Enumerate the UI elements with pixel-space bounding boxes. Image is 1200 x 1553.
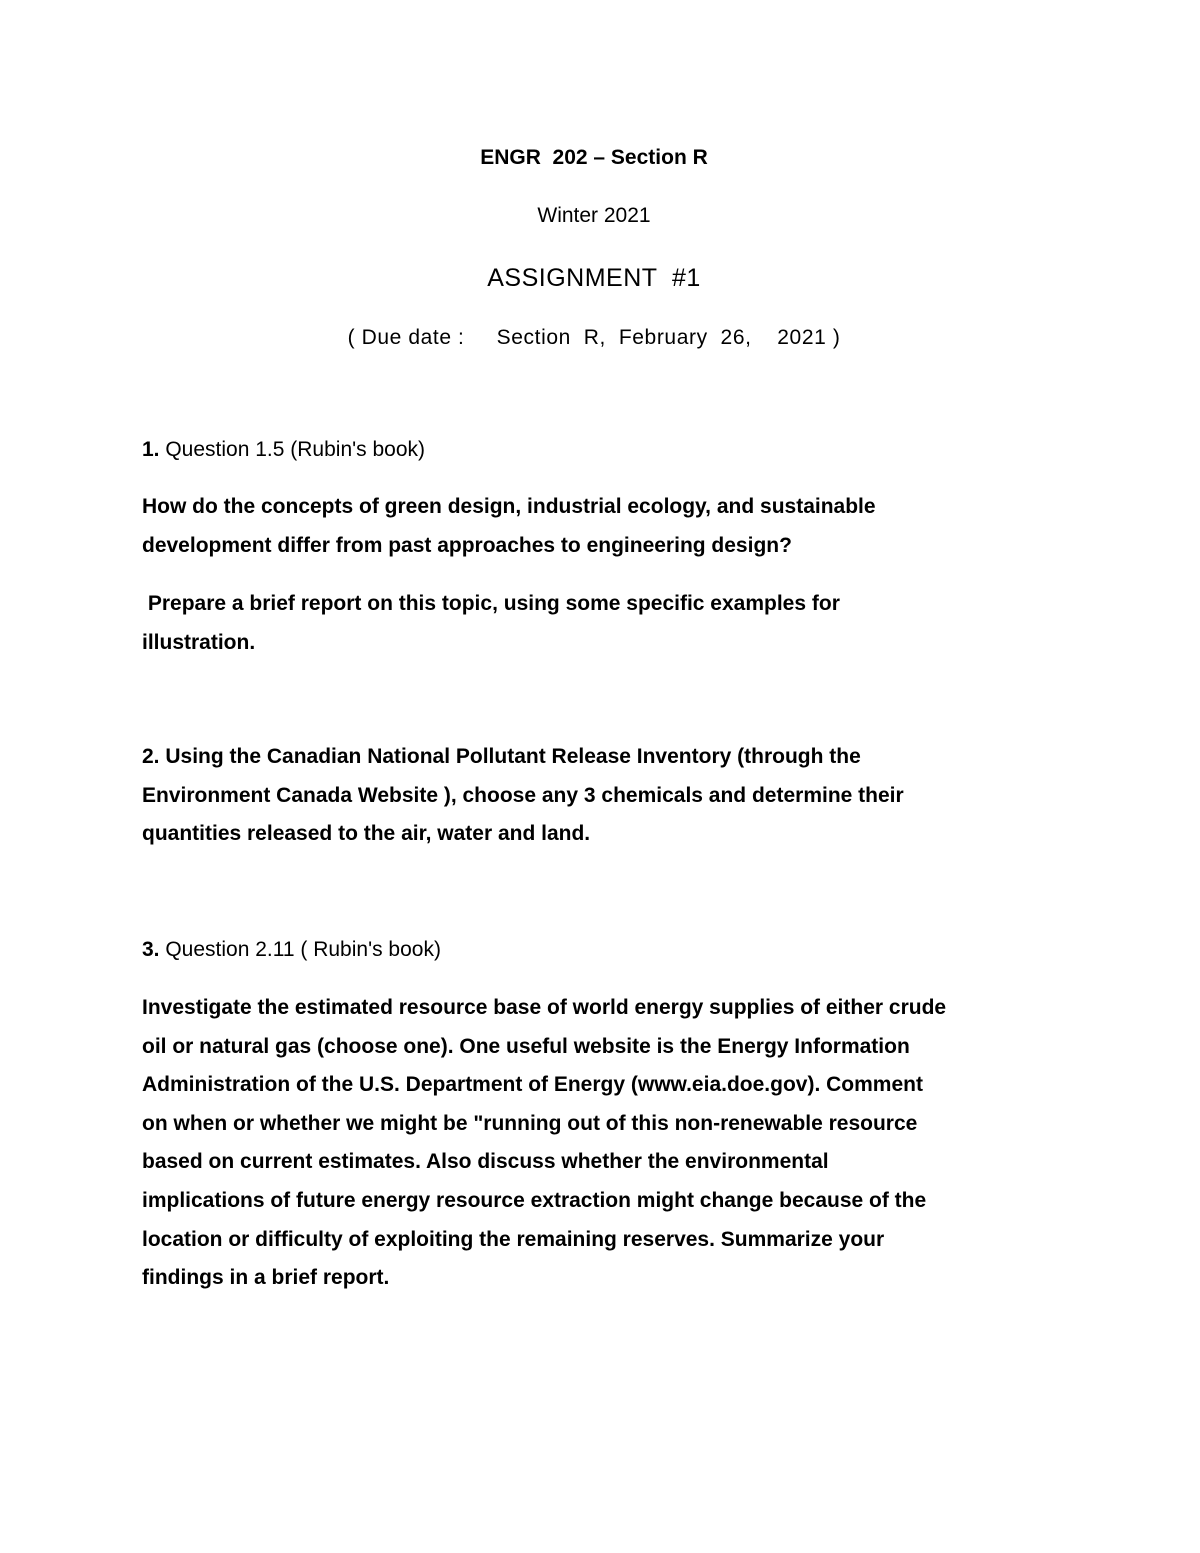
text-line: findings in a brief report. bbox=[142, 1266, 390, 1290]
question-1-title: Question 1.5 (Rubin's book) bbox=[159, 438, 425, 461]
question-3-heading bbox=[142, 931, 1072, 970]
text-line: based on current estimates. Also discuss whether the environmental bbox=[142, 1150, 829, 1174]
due-date-line: ( Due date : Section R, February 26, 2021 ) bbox=[347, 326, 841, 349]
question-1-paragraph-2 bbox=[142, 585, 1072, 662]
text-line: quantities released to the air, water and land. bbox=[142, 822, 591, 846]
question-2-paragraph bbox=[142, 738, 1072, 854]
question-1-heading bbox=[142, 431, 1072, 470]
text-line: on when or whether we might be "running out of this non-renewable resource bbox=[142, 1111, 918, 1135]
question-3-title: Question 2.11 ( Rubin's book) bbox=[159, 938, 441, 961]
question-1-number: 1. bbox=[142, 438, 160, 461]
text-line: Administration of the U.S. Department of Energy (www.eia.doe.gov). Comment bbox=[142, 1073, 923, 1097]
text-line: implications of future energy resource extraction might change because of the bbox=[142, 1188, 927, 1212]
text-line: illustration. bbox=[142, 630, 256, 654]
course-title: ENGR 202 – Section R bbox=[480, 146, 708, 169]
text-line: Environment Canada Website ), choose any 3 chemicals and determine their bbox=[142, 783, 904, 807]
text-line: development differ from past approaches to engineering design? bbox=[142, 533, 792, 557]
text-line: How do the concepts of green design, industrial ecology, and sustainable bbox=[142, 495, 876, 518]
text-line: location or difficulty of exploiting the remaining reserves. Summarize your bbox=[142, 1227, 885, 1251]
text-line: Investigate the estimated resource base of world energy supplies of either crude bbox=[142, 996, 947, 1019]
text-line: 2. Using the Canadian National Pollutant Release Inventory (through the bbox=[142, 745, 861, 768]
question-3-number: 3. bbox=[142, 938, 160, 961]
question-1-paragraph-1 bbox=[142, 488, 1072, 565]
assignment-title: ASSIGNMENT #1 bbox=[487, 264, 701, 292]
text-line: oil or natural gas (choose one). One useful website is the Energy Information bbox=[142, 1034, 910, 1058]
text-line: Prepare a brief report on this topic, using some specific examples for bbox=[142, 592, 840, 615]
term-label: Winter 2021 bbox=[537, 204, 651, 227]
question-3-paragraph bbox=[142, 989, 1072, 1298]
